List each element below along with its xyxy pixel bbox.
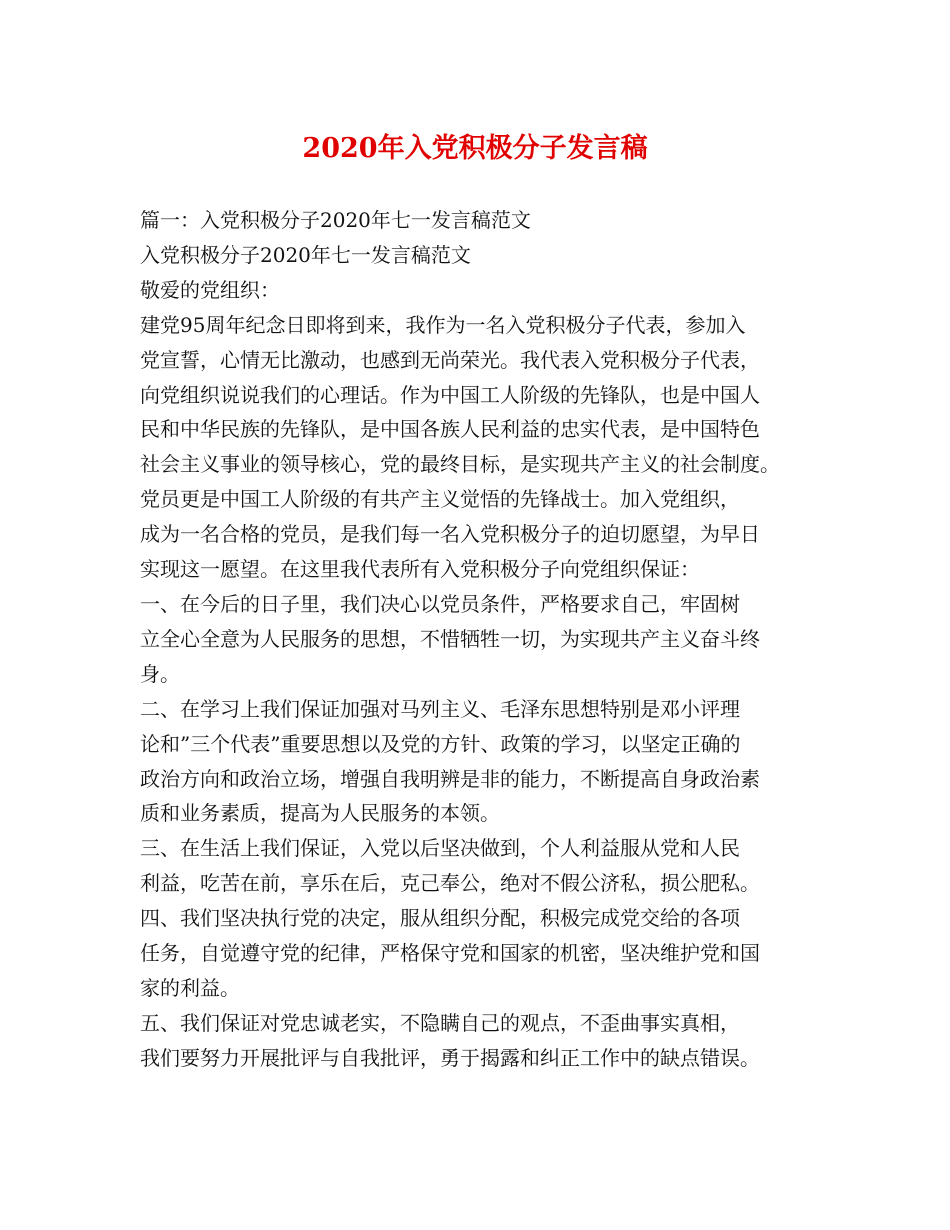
text-line: 家的利益。 xyxy=(140,975,240,1000)
paragraph xyxy=(140,587,830,692)
text-line: 一、在今后的日子里，我们决心以党员条件，严格要求自己，牢固树 xyxy=(140,591,740,616)
text-line: 五、我们保证对党忠诚老实，不隐瞒自己的观点，不歪曲事实真相， xyxy=(140,1010,740,1035)
text-line: 实现这一愿望。在这里我代表所有入党积极分子向党组织保证： xyxy=(140,557,700,582)
text-line: 社会主义事业的领导核心，党的最终目标，是实现共产主义的社会制度。 xyxy=(140,452,780,477)
paragraph xyxy=(140,1006,830,1076)
text-line: 质和业务素质，提高为人民服务的本领。 xyxy=(140,801,500,826)
text-line: 立全心全意为人民服务的思想，不惜牺牲一切，为实现共产主义奋斗终 xyxy=(140,626,760,651)
paragraph xyxy=(140,901,830,1006)
text-line: 党员更是中国工人阶级的有共产主义觉悟的先锋战士。加入党组织， xyxy=(140,487,740,512)
text-line: 政治方向和政治立场，增强自我明辨是非的能力，不断提高自身政治素 xyxy=(140,766,760,791)
paragraph xyxy=(140,308,830,483)
text-line: 三、在生活上我们保证，入党以后坚决做到，个人利益服从党和人民 xyxy=(140,836,740,861)
text-line: 二、在学习上我们保证加强对马列主义、毛泽东思想特别是邓小评理 xyxy=(140,696,740,721)
paragraph xyxy=(140,273,830,308)
text-line: 利益，吃苦在前，享乐在后，克己奉公，绝对不假公济私，损公肥私。 xyxy=(140,871,760,896)
paragraph xyxy=(140,482,830,587)
document-title: 2020年入党积极分子发言稿 xyxy=(302,133,648,164)
text-line: 成为一名合格的党员，是我们每一名入党积极分子的迫切愿望，为早日 xyxy=(140,522,760,547)
text-line: 我们要努力开展批评与自我批评，勇于揭露和纠正工作中的缺点错误。 xyxy=(140,1045,760,1070)
text-line: 党宣誓，心情无比激动，也感到无尚荣光。我代表入党积极分子代表， xyxy=(140,347,760,372)
text-line: 民和中华民族的先锋队，是中国各族人民利益的忠实代表，是中国特色 xyxy=(140,417,760,442)
text-line: 建党95周年纪念日即将到来，我作为一名入党积极分子代表，参加入 xyxy=(140,312,746,337)
text-line: 入党积极分子2020年七一发言稿范文 xyxy=(140,242,471,267)
text-line: 论和”三个代表”重要思想以及党的方针、政策的学习，以坚定正确的 xyxy=(140,731,741,756)
paragraph xyxy=(140,203,830,238)
paragraph xyxy=(140,238,830,273)
text-line: 四、我们坚决执行党的决定，服从组织分配，积极完成党交给的各项 xyxy=(140,906,740,931)
paragraph xyxy=(140,831,830,901)
text-line: 篇一：入党积极分子2020年七一发言稿范文 xyxy=(140,208,531,232)
text-line: 向党组织说说我们的心理话。作为中国工人阶级的先锋队，也是中国人 xyxy=(140,382,760,407)
text-line: 敬爱的党组织： xyxy=(140,277,280,302)
text-line: 身。 xyxy=(140,661,180,686)
paragraph xyxy=(140,692,830,832)
document-body xyxy=(140,203,830,1076)
text-line: 任务，自觉遵守党的纪律，严格保守党和国家的机密，坚决维护党和国 xyxy=(140,941,760,966)
